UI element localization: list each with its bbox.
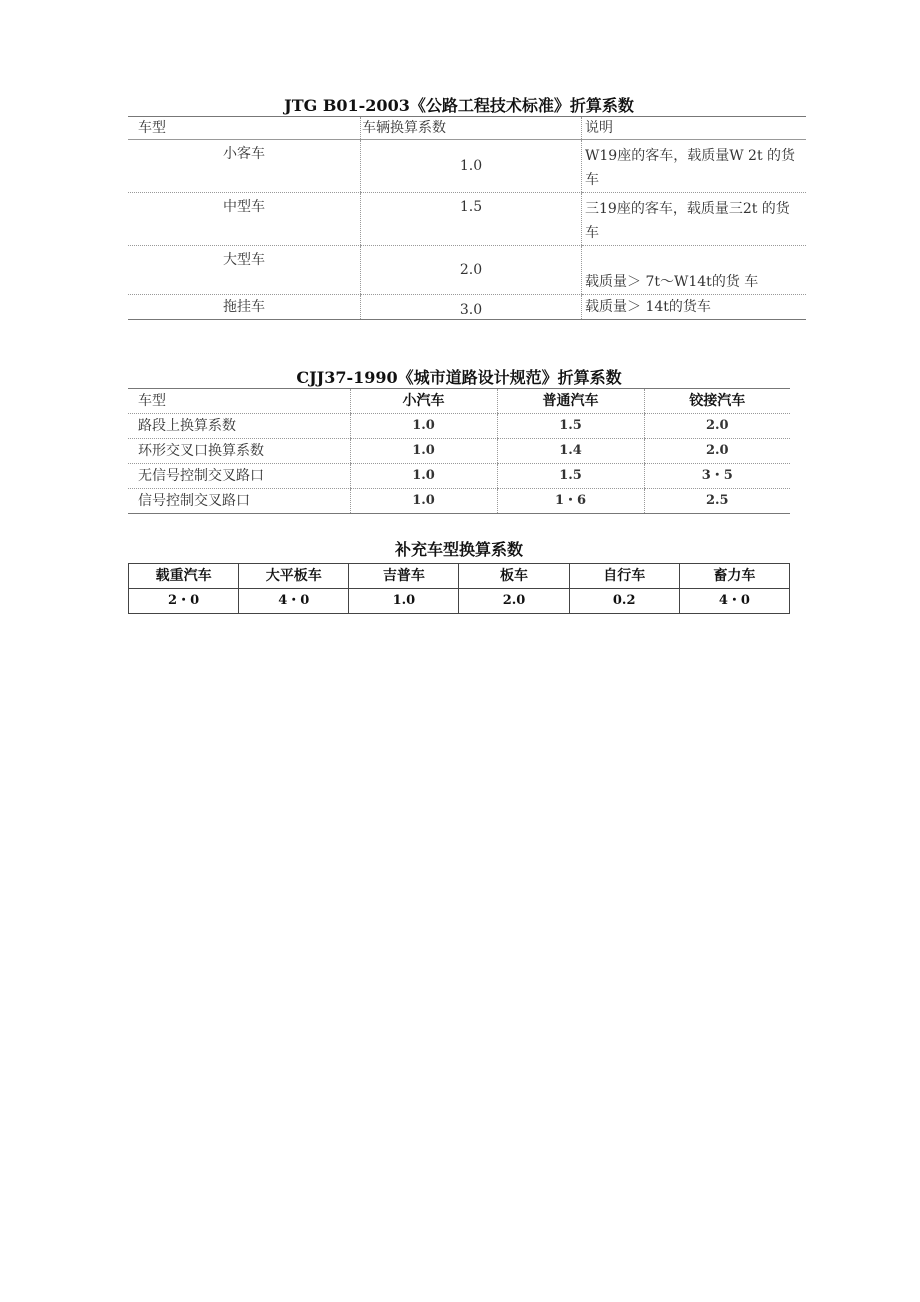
table-row	[128, 439, 790, 464]
table1-title: JTG B01-2003《公路工程技术标准》折算系数	[284, 96, 634, 115]
table2-section	[128, 368, 790, 514]
description-text: 载质量＞ 14t的货车	[585, 299, 711, 315]
table1-section	[128, 96, 796, 320]
table-row	[128, 489, 790, 514]
header-flatbed-trailer: 大平板车	[239, 564, 349, 589]
header-conversion-coefficient: 车辆换算系数	[361, 117, 582, 140]
cell-value: 1.5	[497, 464, 644, 489]
description-text: 载质量＞ 7t～W14t的货 车	[585, 274, 759, 290]
table1	[128, 116, 806, 320]
header-small-car: 小汽车	[350, 389, 497, 414]
coefficient-value: 2.0	[459, 262, 483, 278]
row-label: 无信号控制交叉路口	[128, 464, 350, 489]
header-animal-cart: 畜力车	[679, 564, 789, 589]
header-description: 说明	[582, 117, 807, 140]
cell-value: 2.0	[459, 589, 569, 614]
cell-value: 1.0	[350, 414, 497, 439]
vehicle-type: 小客车	[223, 146, 265, 162]
table2	[128, 388, 790, 514]
description-text: 三19座的客车，载质量三2t 的货车	[585, 201, 790, 241]
cell-value: 1.0	[350, 489, 497, 514]
header-heavy-truck: 载重汽车	[129, 564, 239, 589]
table2-title: CJJ37-1990《城市道路设计规范》折算系数	[296, 368, 622, 387]
header-articulated-vehicle: 铰接汽车	[644, 389, 790, 414]
header-jeep: 吉普车	[349, 564, 459, 589]
table1-header-row	[128, 117, 806, 140]
coefficient-value: 1.0	[459, 158, 483, 174]
vehicle-type: 中型车	[223, 199, 265, 215]
table3	[128, 563, 790, 614]
coefficient-value: 3.0	[459, 302, 483, 318]
cell-value: 4・0	[239, 589, 349, 614]
table3-section	[128, 540, 790, 614]
row-label: 信号控制交叉路口	[128, 489, 350, 514]
table3-title: 补充车型换算系数	[394, 540, 523, 559]
cell-value: 3・5	[644, 464, 790, 489]
row-label: 路段上换算系数	[128, 414, 350, 439]
cell-value: 2.0	[644, 414, 790, 439]
cell-value: 2・0	[129, 589, 239, 614]
cell-value: 4・0	[679, 589, 789, 614]
vehicle-type: 拖挂车	[223, 299, 265, 315]
coefficient-value: 1.5	[459, 199, 483, 215]
table2-header-row	[128, 389, 790, 414]
cell-value: 1.0	[349, 589, 459, 614]
table-row	[128, 193, 806, 246]
row-label: 环形交叉口换算系数	[128, 439, 350, 464]
header-ordinary-vehicle: 普通汽车	[497, 389, 644, 414]
cell-value: 0.2	[569, 589, 679, 614]
table-row	[128, 464, 790, 489]
cell-value: 2.0	[644, 439, 790, 464]
header-cart: 板车	[459, 564, 569, 589]
cell-value: 1.0	[350, 464, 497, 489]
table-row	[128, 295, 806, 320]
cell-value: 2.5	[644, 489, 790, 514]
header-bicycle: 自行车	[569, 564, 679, 589]
cell-value: 1.0	[350, 439, 497, 464]
cell-value: 1・6	[497, 489, 644, 514]
cell-value: 1.4	[497, 439, 644, 464]
vehicle-type: 大型车	[223, 252, 265, 268]
table3-header-row	[129, 564, 790, 589]
table-row	[128, 140, 806, 193]
header-vehicle-type: 车型	[128, 389, 350, 414]
header-vehicle-type: 车型	[128, 117, 361, 140]
description-text: W19座的客车，载质量W 2t 的货车	[585, 148, 796, 188]
table-row	[128, 246, 806, 295]
cell-value: 1.5	[497, 414, 644, 439]
table-row	[129, 589, 790, 614]
table-row	[128, 414, 790, 439]
